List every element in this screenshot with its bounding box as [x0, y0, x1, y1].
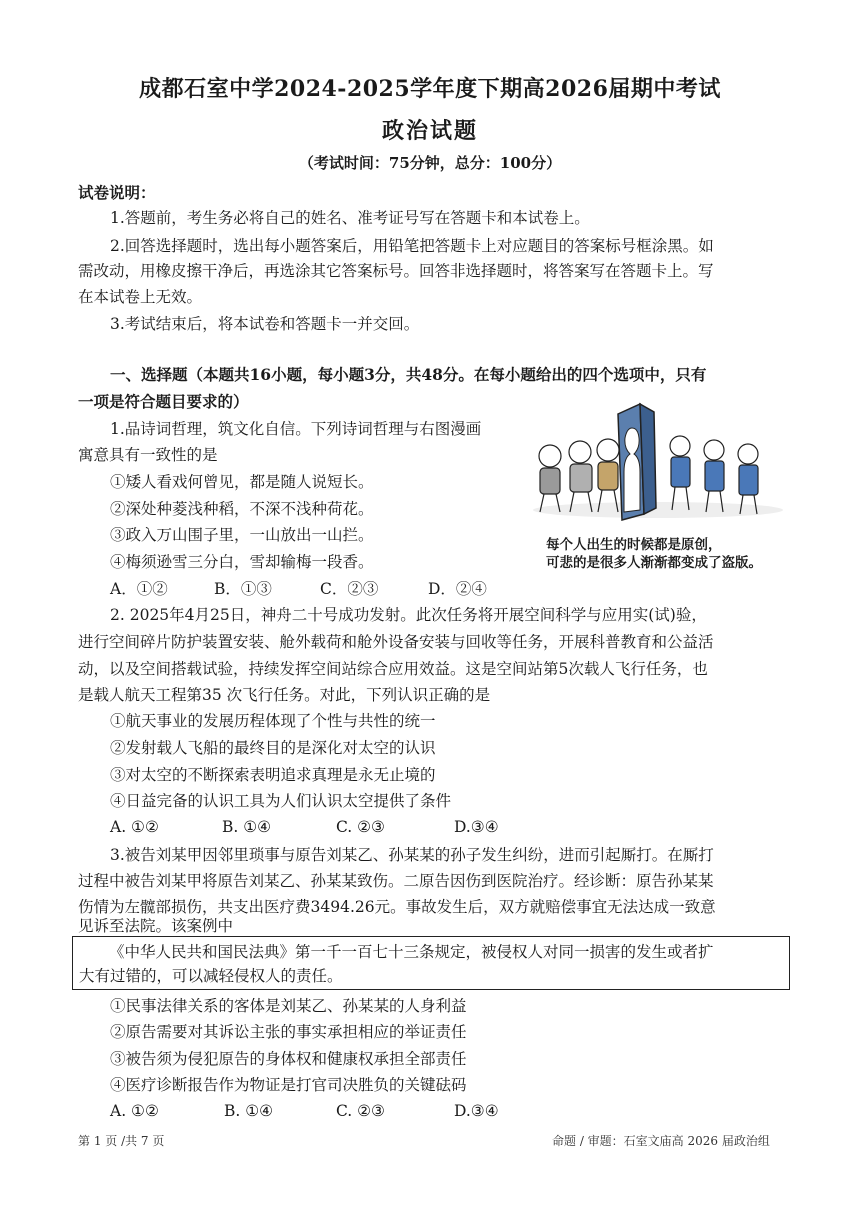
instruction-line: 3.考试结束后，将本试卷和答题卡一并交回。	[110, 315, 420, 333]
q3-stem: 伤情为左髋部损伤，共支出医疗费3494.26元。事故发生后，双方就赔偿事宜无法达成一致意	[78, 898, 716, 916]
cartoon-caption: 可悲的是很多人渐渐都变成了盗版。	[546, 555, 762, 571]
q2-stem: 是载人航天工程第35 次飞行任务。对此，下列认识正确的是	[78, 686, 491, 704]
q1-stem: 1.品诗词哲理，筑文化自信。下列诗词哲理与右图漫画	[110, 420, 482, 438]
option-c[interactable]: C. ②③	[336, 818, 385, 836]
section-heading: 一、选择题（本题共16小题，每小题3分，共48分。在每小题给出的四个选项中，只有	[110, 365, 707, 384]
exam-info: （考试时间：75分钟，总分：100分）	[298, 154, 562, 172]
q1-stem: 寓意具有一致性的是	[78, 446, 218, 464]
q2-options	[110, 814, 499, 840]
law-quote-text: 大有过错的，可以减轻侵权人的责任。	[79, 967, 343, 985]
law-quote-text: 《中华人民共和国民法典》第一千一百七十三条规定，被侵权人对同一损害的发生或者扩	[109, 943, 714, 961]
option-d[interactable]: D．②④	[428, 580, 487, 598]
q1-item: ③政入万山围子里，一山放出一山拦。	[110, 526, 374, 544]
option-a[interactable]: A. ①②	[110, 1102, 159, 1120]
q2-item: ①航天事业的发展历程体现了个性与共性的统一	[110, 712, 436, 730]
instruction-line: 需改动，用橡皮擦干净后，再选涂其它答案标号。回答非选择题时，将答案写在答题卡上。写	[78, 262, 714, 280]
q2-stem: 动，以及空间搭载试验，持续发挥空间站综合应用效益。这是空间站第5次载人飞行任务，也	[78, 660, 708, 678]
q1-options	[110, 576, 487, 602]
option-a[interactable]: A．①②	[110, 580, 168, 598]
q2-item: ③对太空的不断探索表明追求真理是永无止境的	[110, 766, 436, 784]
option-c[interactable]: C．②③	[320, 580, 379, 598]
page-number: 第 1 页 /共 7 页	[78, 1134, 165, 1148]
q3-stem: 过程中被告刘某甲将原告刘某乙、孙某某致伤。二原告因伤到医院治疗。经诊断：原告孙某某	[78, 872, 714, 890]
author-credit: 命题 / 审题：石室文庙高 2026 届政治组	[552, 1134, 770, 1148]
option-c[interactable]: C. ②③	[336, 1102, 385, 1120]
q3-item: ①民事法律关系的客体是刘某乙、孙某某的人身利益	[110, 997, 467, 1015]
q3-item: ②原告需要对其诉讼主张的事实承担相应的举证责任	[110, 1023, 467, 1041]
q2-stem: 进行空间碎片防护装置安装、舱外载荷和舱外设备安装与回收等任务，开展科普教育和公益活	[78, 633, 714, 651]
q2-item: ②发射载人飞船的最终目的是深化对太空的认识	[110, 739, 436, 757]
q1-item: ①矮人看戏何曾见，都是随人说短长。	[110, 473, 374, 491]
exam-title: 成都石室中学2024-2025学年度下期高2026届期中考试	[139, 76, 721, 102]
option-d[interactable]: D.③④	[454, 818, 499, 836]
q3-options	[110, 1098, 499, 1124]
instruction-line: 2.回答选择题时，选出每小题答案后，用铅笔把答题卡上对应题目的答案标号框涂黑。如	[110, 237, 714, 255]
option-b[interactable]: B. ①④	[222, 818, 272, 836]
section-heading: 一项是符合题目要求的）	[78, 392, 249, 411]
option-b[interactable]: B. ①④	[224, 1102, 274, 1120]
q3-item: ③被告须为侵犯原告的身体权和健康权承担全部责任	[110, 1050, 467, 1068]
instructions-heading: 试卷说明：	[78, 183, 156, 202]
q2-item: ④日益完备的认识工具为人们认识太空提供了条件	[110, 792, 452, 810]
q3-stem: 见诉至法院。该案例中	[78, 917, 234, 935]
q2-stem: 2. 2025年4月25日，神舟二十号成功发射。此次任务将开展空间科学与应用实(试)验，	[110, 606, 707, 624]
q3-item: ④医疗诊断报告作为物证是打官司决胜负的关键砝码	[110, 1076, 467, 1094]
instruction-line: 1.答题前，考生务必将自己的姓名、准考证号写在答题卡和本试卷上。	[110, 209, 590, 227]
option-a[interactable]: A. ①②	[110, 818, 159, 836]
exam-subject: 政治试题	[381, 118, 478, 144]
option-b[interactable]: B．①③	[214, 580, 272, 598]
option-d[interactable]: D.③④	[454, 1102, 499, 1120]
q1-item: ②深处种菱浅种稻，不深不浅种荷花。	[110, 500, 374, 518]
instruction-line: 在本试卷上无效。	[78, 288, 203, 306]
q3-stem: 3.被告刘某甲因邻里琐事与原告刘某乙、孙某某的孙子发生纠纷，进而引起厮打。在厮打	[110, 846, 714, 864]
q1-item: ④梅须逊雪三分白，雪却输梅一段香。	[110, 553, 374, 571]
cartoon-caption: 每个人出生的时候都是原创，	[546, 537, 722, 553]
law-quote-box	[72, 936, 790, 990]
